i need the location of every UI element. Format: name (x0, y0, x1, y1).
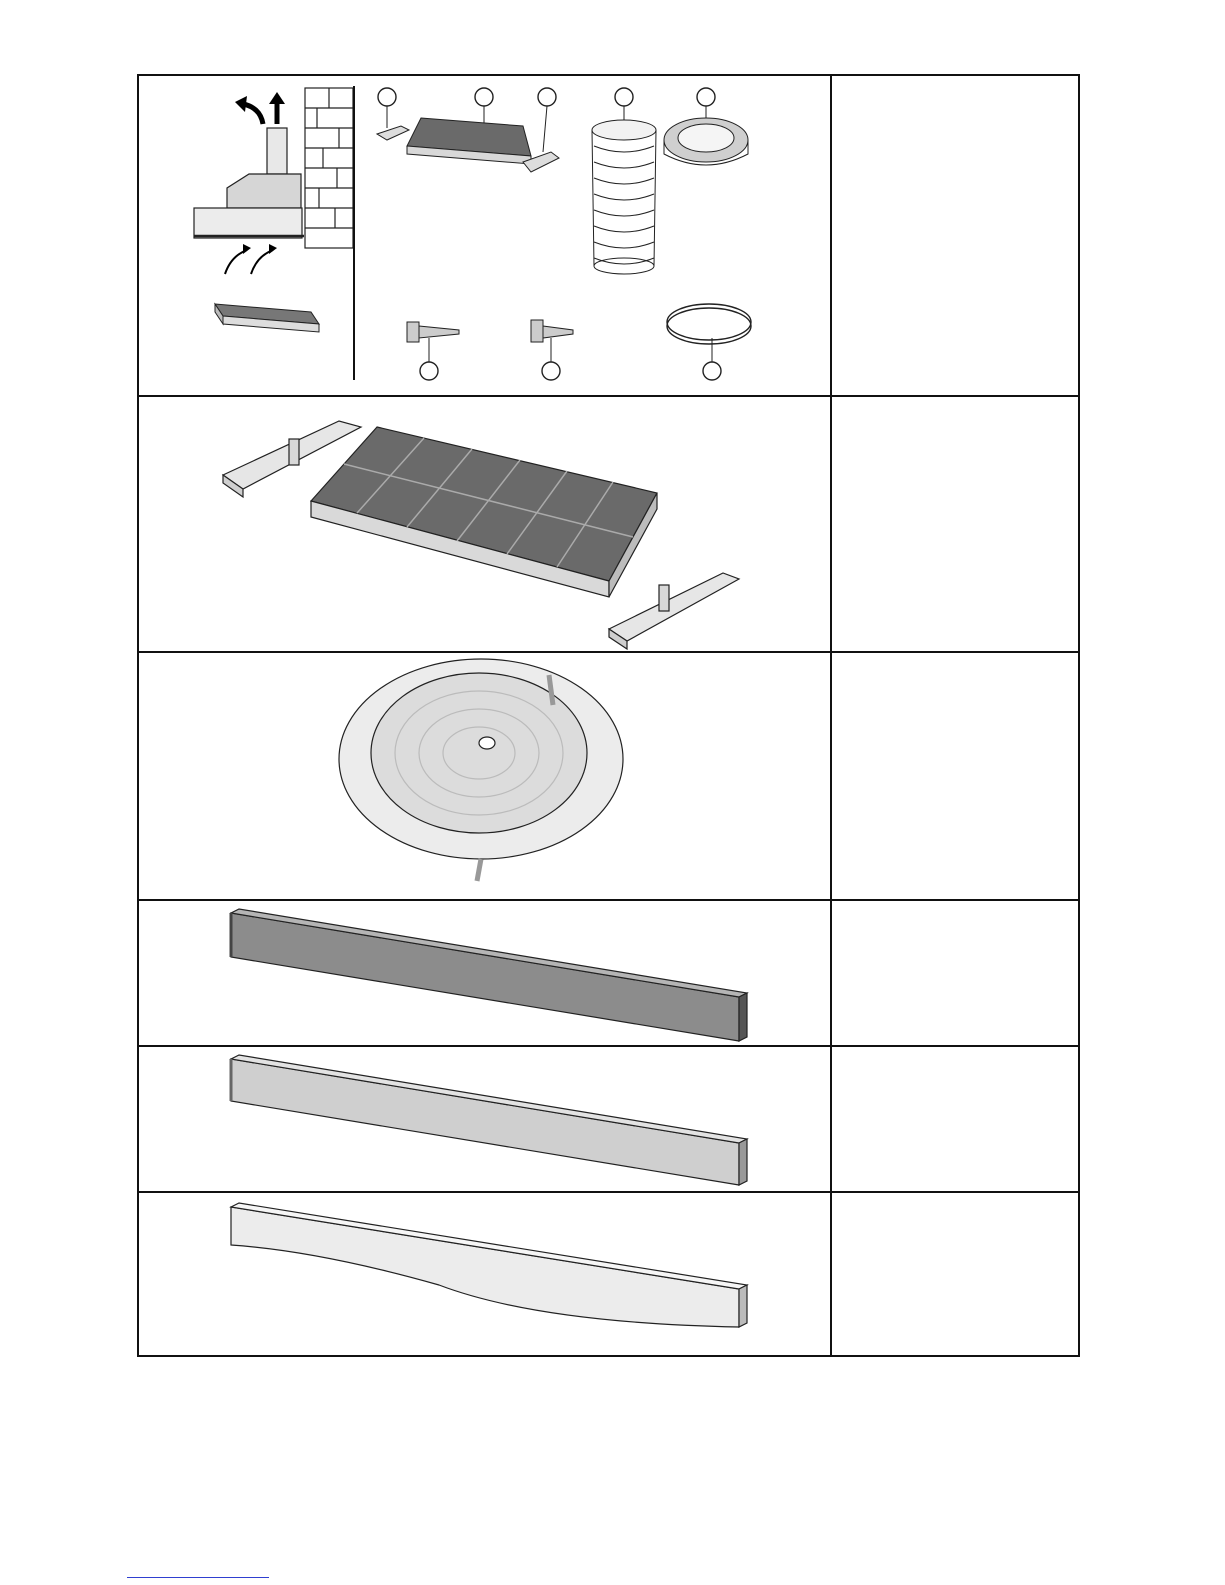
description-cell (830, 76, 1078, 395)
description-cell (830, 397, 1078, 651)
table-row (139, 397, 1078, 653)
illustration-cell (139, 76, 832, 395)
trim-strip-dark-illustration (139, 901, 830, 1045)
illustration-cell (139, 901, 832, 1045)
description-cell (830, 1047, 1078, 1191)
table-row (139, 76, 1078, 397)
round-carbon-filter-illustration (139, 653, 830, 899)
filter-kit-overview-illustration (139, 76, 830, 395)
parts-table (137, 74, 1080, 1357)
description-cell (830, 1193, 1078, 1355)
illustration-cell (139, 653, 832, 899)
table-row (139, 1193, 1078, 1355)
trim-strip-curved-illustration (139, 1193, 830, 1353)
illustration-cell (139, 1047, 832, 1191)
activated-carbon-filter-illustration (139, 397, 830, 651)
trim-strip-medium-illustration (139, 1047, 830, 1191)
illustration-cell (139, 397, 832, 651)
table-row (139, 901, 1078, 1047)
description-cell (830, 653, 1078, 899)
footer-link[interactable] (127, 1577, 269, 1578)
table-row (139, 653, 1078, 901)
table-row (139, 1047, 1078, 1193)
description-cell (830, 901, 1078, 1045)
illustration-cell (139, 1193, 832, 1355)
